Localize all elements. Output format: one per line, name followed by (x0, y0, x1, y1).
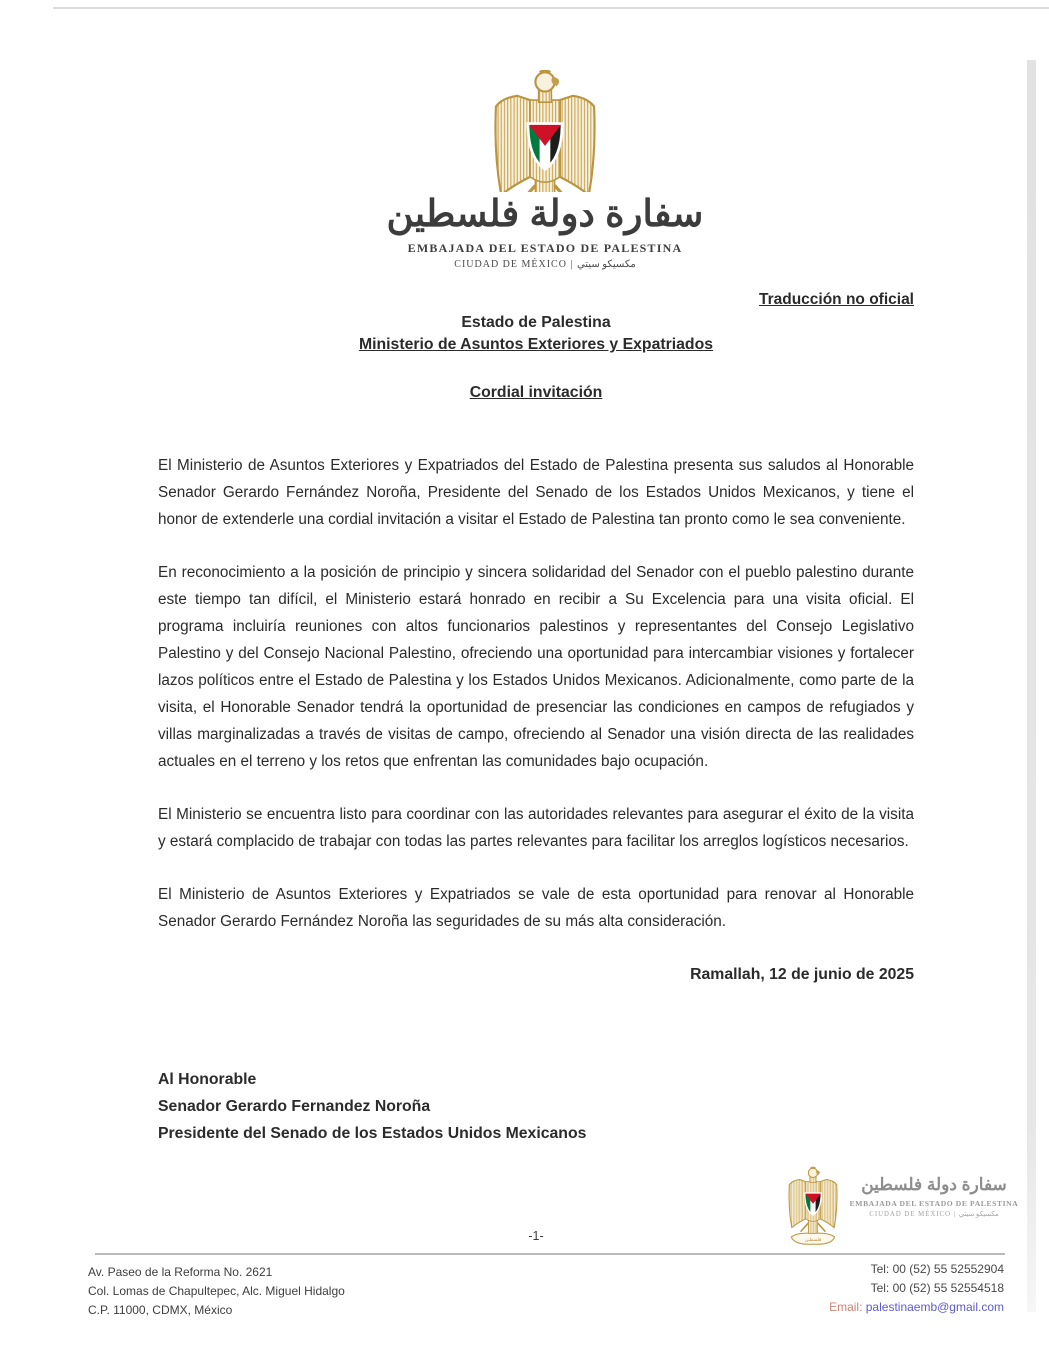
embassy-city-small: CIUDAD DE MÉXICO | مكسيكو سيتي (869, 1210, 999, 1218)
embassy-arabic-calligraphy: سفارة دولة فلسطين (386, 193, 704, 234)
footer-address (88, 1263, 345, 1320)
footer-contact (829, 1260, 1004, 1317)
paragraph-3: El Ministerio se encuentra listo para coordinar con las autoridades relevantes para asegurar el éxito de la visita y estará complacido de trabajar con todas las partes relevantes para facilitar los arreglos logísticos necesarios. (158, 806, 914, 850)
embassy-arabic-calligraphy-small: سفارة دولة فلسطين (861, 1175, 1007, 1194)
embassy-city: CIUDAD DE MÉXICO | مكسيكو سيتي (454, 258, 636, 270)
email-link[interactable]: palestinaemb@gmail.com (865, 1300, 1004, 1314)
phone-line-1: Tel: 00 (52) 55 52552904 (870, 1262, 1004, 1276)
heading-state: Estado de Palestina (461, 314, 611, 331)
letter-body (158, 452, 914, 988)
email-label: Email: (829, 1300, 863, 1314)
address-line-3: C.P. 11000, CDMX, México (88, 1303, 233, 1317)
footer-divider (95, 1253, 1005, 1255)
addressee-block (158, 1066, 586, 1147)
paragraph-4: El Ministerio de Asuntos Exteriores y Expatriados se vale de esta oportunidad para renovar al Honorable Senador Gerardo Fernández Noroña las seguridades de su más alta consideración. (158, 886, 914, 930)
addressee-name: Senador Gerardo Fernandez Noroña (158, 1098, 431, 1115)
address-line-1: Av. Paseo de la Reforma No. 2621 (88, 1265, 273, 1279)
email-line (829, 1298, 1004, 1317)
embassy-name-small: EMBAJADA DEL ESTADO DE PALESTINA (849, 1198, 1019, 1208)
embassy-seal-footer-text (849, 1176, 1019, 1218)
scanned-page-right-edge (1027, 60, 1036, 1312)
paragraph-1: El Ministerio de Asuntos Exteriores y Expatriados del Estado de Palestina presenta sus saludos al Honorable Senador Gerardo Fernández Noroña, Presidente del Senado de los Estados Unidos Mexicanos, y tiene el honor de extenderle una cordial invitación a visitar el Estado de Palestina tan pronto como le sea conveniente. (158, 457, 914, 528)
addressee-title: Presidente del Senado de los Estados Unidos Mexicanos (158, 1125, 587, 1142)
phone-line-2: Tel: 00 (52) 55 52554518 (870, 1281, 1004, 1295)
scanned-page-top-edge (53, 7, 1049, 9)
dateline: Ramallah, 12 de junio de 2025 (690, 966, 914, 983)
embassy-name: EMBAJADA DEL ESTADO DE PALESTINA (407, 240, 683, 255)
page-number: -1- (528, 1229, 544, 1243)
address-line-2: Col. Lomas de Chapultepec, Alc. Miguel Hidalgo (88, 1284, 345, 1298)
heading-ministry: Ministerio de Asuntos Exteriores y Expatriados (358, 336, 714, 353)
embassy-seal-header (335, 70, 755, 270)
paragraph-2: En reconocimiento a la posición de principio y sincera solidaridad del Senador con el pueblo palestino durante este tiempo tan difícil, el Ministerio estará honrado en recibir a Su Excelencia para una visita oficial. El programa incluiría reuniones con altos funcionarios palestinos y representantes del Consejo Legislativo Palestino y del Consejo Nacional Palestino, ofreciendo una oportunidad para intercambiar visiones y fortalecer lazos políticos entre el Estado de Palestina y los Estados Unidos Mexicanos. Adicionalmente, como parte de la visita, el Honorable Senador tendrá la oportunidad de presenciar las condiciones en campos de refugiados y villas marginalizadas a través de visitas de campo, ofreciendo al Senador una visión directa de las realidades actuales en el terreno y los retos que enfrentan las comunidades bajo ocupación. (158, 564, 914, 770)
heading-subject: Cordial invitación (469, 384, 603, 401)
palestine-eagle-icon (481, 70, 609, 192)
addressee-honorific: Al Honorable (158, 1071, 257, 1088)
translation-note: Traducción no oficial (758, 291, 914, 308)
